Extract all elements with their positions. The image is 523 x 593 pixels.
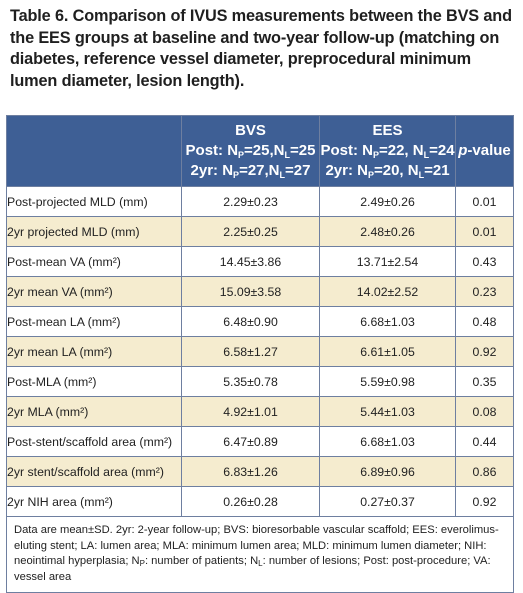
ees-post-counts: Post: $N_P=22$, $N_L=24$ [320, 142, 455, 160]
bvs-value: 6.47±0.89 [182, 427, 320, 457]
bvs-value: 2.25±0.25 [182, 217, 320, 247]
row-label: Post-stent/scaffold area (mm²) [7, 427, 182, 457]
p-value: 0.86 [456, 457, 514, 487]
bvs-2yr-counts: 2yr: $N_P=27,N_L=27$ [190, 162, 311, 180]
row-label: 2yr mean VA (mm²) [7, 277, 182, 307]
p-value: 0.48 [456, 307, 514, 337]
row-label: 2yr stent/scaffold area (mm²) [7, 457, 182, 487]
ees-value: 6.89±0.96 [320, 457, 456, 487]
ees-value: 0.27±0.37 [320, 487, 456, 517]
table-row [7, 277, 514, 307]
footnote-row [7, 517, 514, 593]
row-label: 2yr NIH area (mm²) [7, 487, 182, 517]
row-label: Post-mean VA (mm²) [7, 247, 182, 277]
row-label: Post-MLA (mm²) [7, 367, 182, 397]
table-row [7, 217, 514, 247]
p-value: 0.35 [456, 367, 514, 397]
table-row [7, 427, 514, 457]
table-title: Table 6. Comparison of IVUS measurements between the BVS and the EES groups at baseline and two-year follow-up (matching on diabetes, reference vessel diameter, preprocedural minimum lumen diameter, lesion length). [10, 7, 512, 90]
bvs-value: 0.26±0.28 [182, 487, 320, 517]
bvs-value: 6.83±1.26 [182, 457, 320, 487]
ees-value: 14.02±2.52 [320, 277, 456, 307]
header-bvs [182, 116, 320, 187]
row-label: Post-projected MLD (mm) [7, 187, 182, 217]
bvs-value: 5.35±0.78 [182, 367, 320, 397]
ees-value: 6.68±1.03 [320, 427, 456, 457]
row-label: 2yr MLA (mm²) [7, 397, 182, 427]
ees-name: EES [372, 122, 403, 139]
table-row [7, 307, 514, 337]
ees-2yr-counts: 2yr: $N_P=20$, $N_L=21$ [325, 162, 450, 180]
header-row [7, 116, 514, 187]
row-label: 2yr mean LA (mm²) [7, 337, 182, 367]
p-value: 0.08 [456, 397, 514, 427]
header-pvalue: p-value [456, 116, 514, 187]
ees-value: 13.71±2.54 [320, 247, 456, 277]
bvs-value: 2.29±0.23 [182, 187, 320, 217]
row-label: 2yr projected MLD (mm) [7, 217, 182, 247]
bvs-name: BVS [235, 122, 266, 139]
table-row [7, 487, 514, 517]
ees-value: 6.61±1.05 [320, 337, 456, 367]
p-value: 0.44 [456, 427, 514, 457]
row-label: Post-mean LA (mm²) [7, 307, 182, 337]
ees-value: 6.68±1.03 [320, 307, 456, 337]
table-row [7, 397, 514, 427]
p-value: 0.92 [456, 487, 514, 517]
ees-value: 5.44±1.03 [320, 397, 456, 427]
ees-value: 2.49±0.26 [320, 187, 456, 217]
p-value: 0.23 [456, 277, 514, 307]
p-value: 0.01 [456, 217, 514, 247]
table-row [7, 337, 514, 367]
header-ees [320, 116, 456, 187]
bvs-value: 6.58±1.27 [182, 337, 320, 367]
header-blank-cell [7, 116, 182, 187]
ees-value: 5.59±0.98 [320, 367, 456, 397]
bvs-value: 14.45±3.86 [182, 247, 320, 277]
table-row [7, 457, 514, 487]
p-value: 0.92 [456, 337, 514, 367]
bvs-value: 6.48±0.90 [182, 307, 320, 337]
p-value: 0.01 [456, 187, 514, 217]
ivus-table [6, 115, 514, 593]
bvs-value: 15.09±3.58 [182, 277, 320, 307]
table-row [7, 247, 514, 277]
table-row [7, 187, 514, 217]
table-row [7, 367, 514, 397]
p-value: 0.43 [456, 247, 514, 277]
bvs-value: 4.92±1.01 [182, 397, 320, 427]
table-footnote: Data are mean±SD. 2yr: 2-year follow-up; BVS: bioresorbable vascular scaffold; EES: everolimus-eluting stent; LA: lumen area; MLA: minimum lumen area; MLD: minimum lumen diameter; NIH: neointimal hyperplasia; $N_P$: number of patients; $N_L$: number of lesions; Post: post-procedure; VA: vessel area [7, 517, 514, 593]
ees-value: 2.48±0.26 [320, 217, 456, 247]
bvs-post-counts: Post: $N_P=25,N_L=25$ [185, 142, 316, 160]
